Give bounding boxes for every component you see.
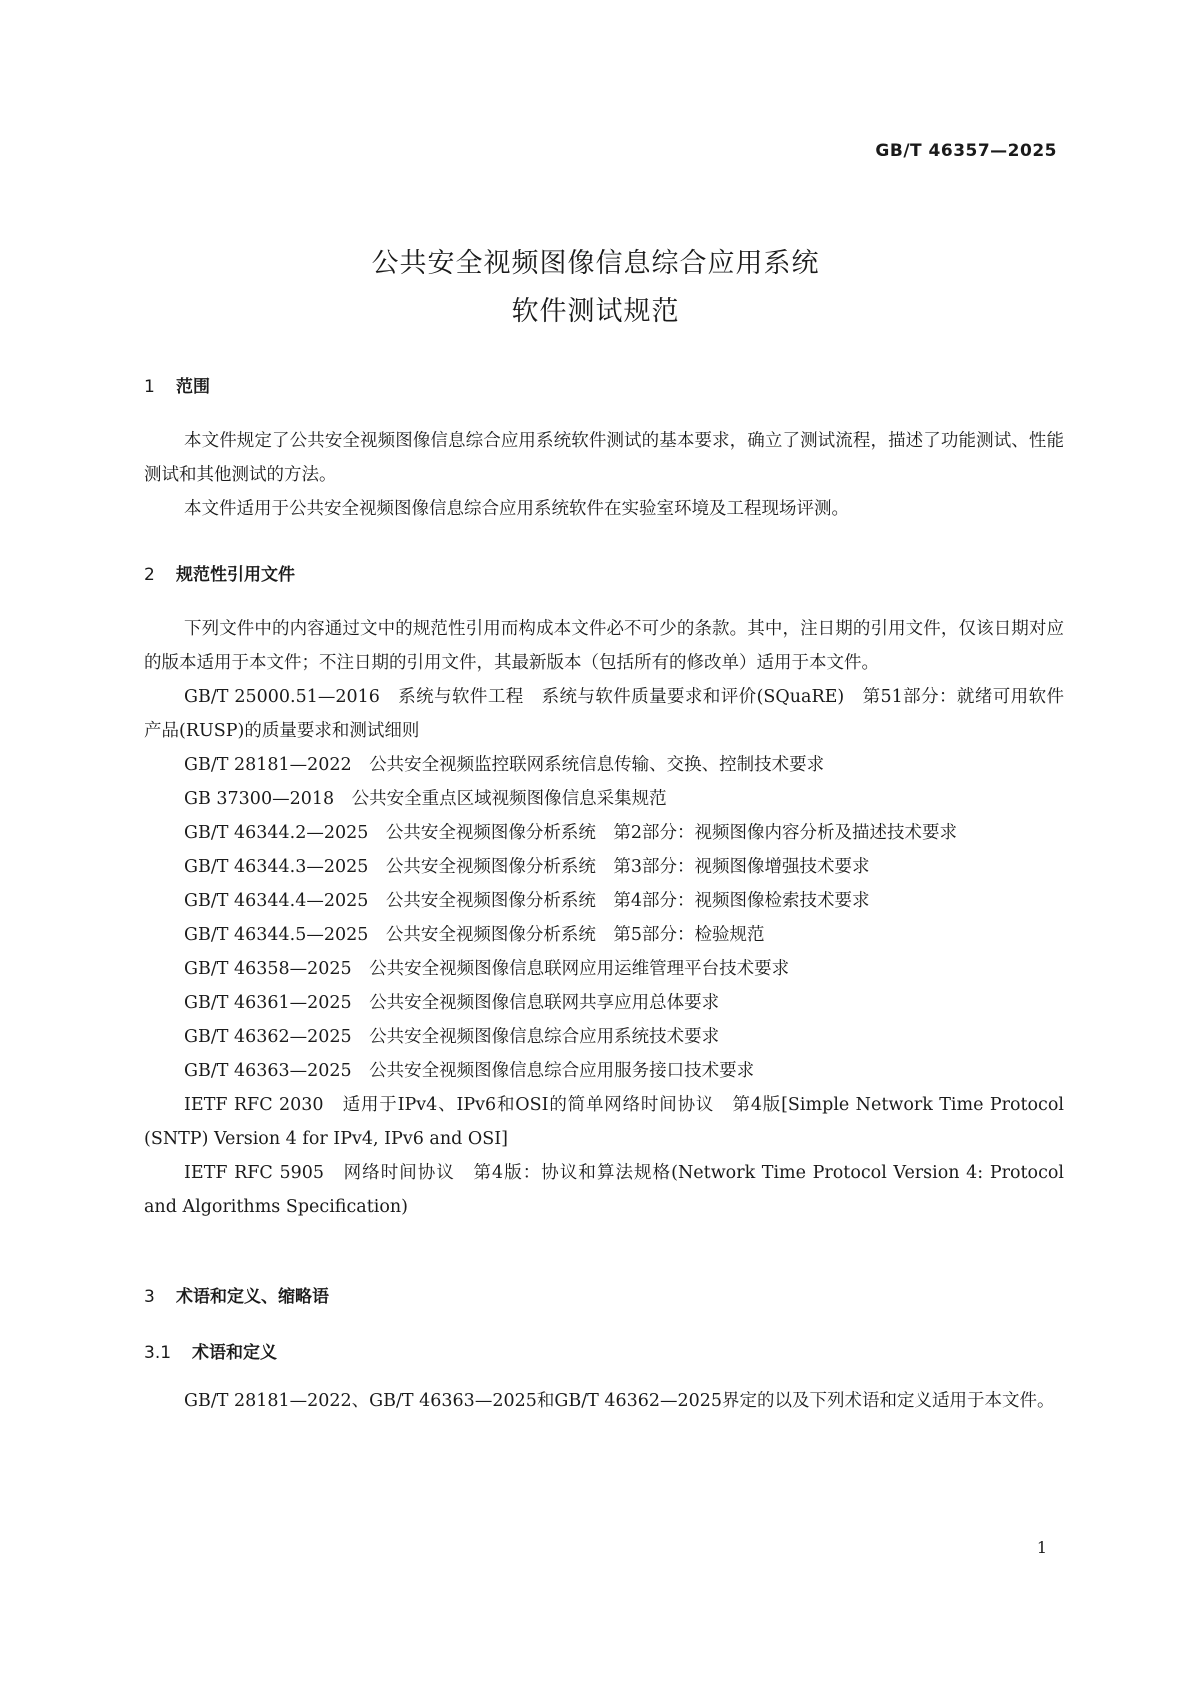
title-line-1: 公共安全视频图像信息综合应用系统 (371, 248, 820, 279)
section-title: 规范性引用文件 (176, 565, 295, 585)
paragraph: GB/T 28181—2022、GB/T 46363—2025和GB/T 46362—2025界定的以及下列术语和定义适用于本文件。 (184, 1391, 1055, 1411)
reference-item: IETF RFC 2030 适用于IPv4、IPv6和OSI的简单网络时间协议 第4版[Simple Network Time Protocol (SNTP) Version 4 for IPv4, IPv6 and OSI] (144, 1095, 1064, 1149)
reference-item: GB/T 46344.3—2025 公共安全视频图像分析系统 第3部分：视频图像增强技术要求 (184, 857, 870, 877)
section-1-body (144, 424, 1064, 526)
standard-code: GB/T 46357—2025 (875, 141, 1057, 161)
reference-item: GB 37300—2018 公共安全重点区域视频图像信息采集规范 (184, 789, 667, 809)
title-line-2: 软件测试规范 (511, 296, 680, 327)
section-3-1-heading (144, 1338, 277, 1363)
section-number: 2 (144, 565, 155, 585)
reference-item: GB/T 46344.5—2025 公共安全视频图像分析系统 第5部分：检验规范 (184, 925, 765, 945)
section-3-1-body (144, 1384, 1064, 1418)
section-3-heading (144, 1282, 329, 1307)
section-title: 术语和定义 (192, 1343, 277, 1363)
reference-item: GB/T 25000.51—2016 系统与软件工程 系统与软件质量要求和评价(SQuaRE) 第51部分：就绪可用软件产品(RUSP)的质量要求和测试细则 (144, 687, 1064, 741)
reference-item: GB/T 46358—2025 公共安全视频图像信息联网应用运维管理平台技术要求 (184, 959, 790, 979)
reference-item: GB/T 28181—2022 公共安全视频监控联网系统信息传输、交换、控制技术要求 (184, 755, 825, 775)
section-title: 范围 (176, 377, 210, 397)
document-title (0, 240, 1191, 336)
section-number: 1 (144, 377, 155, 397)
section-2-body (144, 612, 1064, 1224)
section-number: 3 (144, 1287, 155, 1307)
paragraph: 下列文件中的内容通过文中的规范性引用而构成本文件必不可少的条款。其中，注日期的引用文件，仅该日期对应的版本适用于本文件；不注日期的引用文件，其最新版本（包括所有的修改单）适用于本文件。 (144, 619, 1064, 673)
paragraph: 本文件适用于公共安全视频图像信息综合应用系统软件在实验室环境及工程现场评测。 (184, 499, 849, 519)
section-number: 3.1 (144, 1343, 172, 1363)
section-1-heading (144, 372, 210, 397)
reference-item: GB/T 46344.4—2025 公共安全视频图像分析系统 第4部分：视频图像检索技术要求 (184, 891, 870, 911)
reference-item: GB/T 46344.2—2025 公共安全视频图像分析系统 第2部分：视频图像内容分析及描述技术要求 (184, 823, 958, 843)
reference-item: GB/T 46362—2025 公共安全视频图像信息综合应用系统技术要求 (184, 1027, 720, 1047)
page-number: 1 (1036, 1538, 1047, 1557)
reference-item: IETF RFC 5905 网络时间协议 第4版：协议和算法规格(Network Time Protocol Version 4: Protocol and Algorithms Specification) (144, 1163, 1064, 1217)
section-2-heading (144, 560, 295, 585)
reference-item: GB/T 46363—2025 公共安全视频图像信息综合应用服务接口技术要求 (184, 1061, 755, 1081)
section-title: 术语和定义、缩略语 (176, 1287, 329, 1307)
paragraph: 本文件规定了公共安全视频图像信息综合应用系统软件测试的基本要求，确立了测试流程，描述了功能测试、性能测试和其他测试的方法。 (144, 431, 1064, 485)
reference-item: GB/T 46361—2025 公共安全视频图像信息联网共享应用总体要求 (184, 993, 720, 1013)
